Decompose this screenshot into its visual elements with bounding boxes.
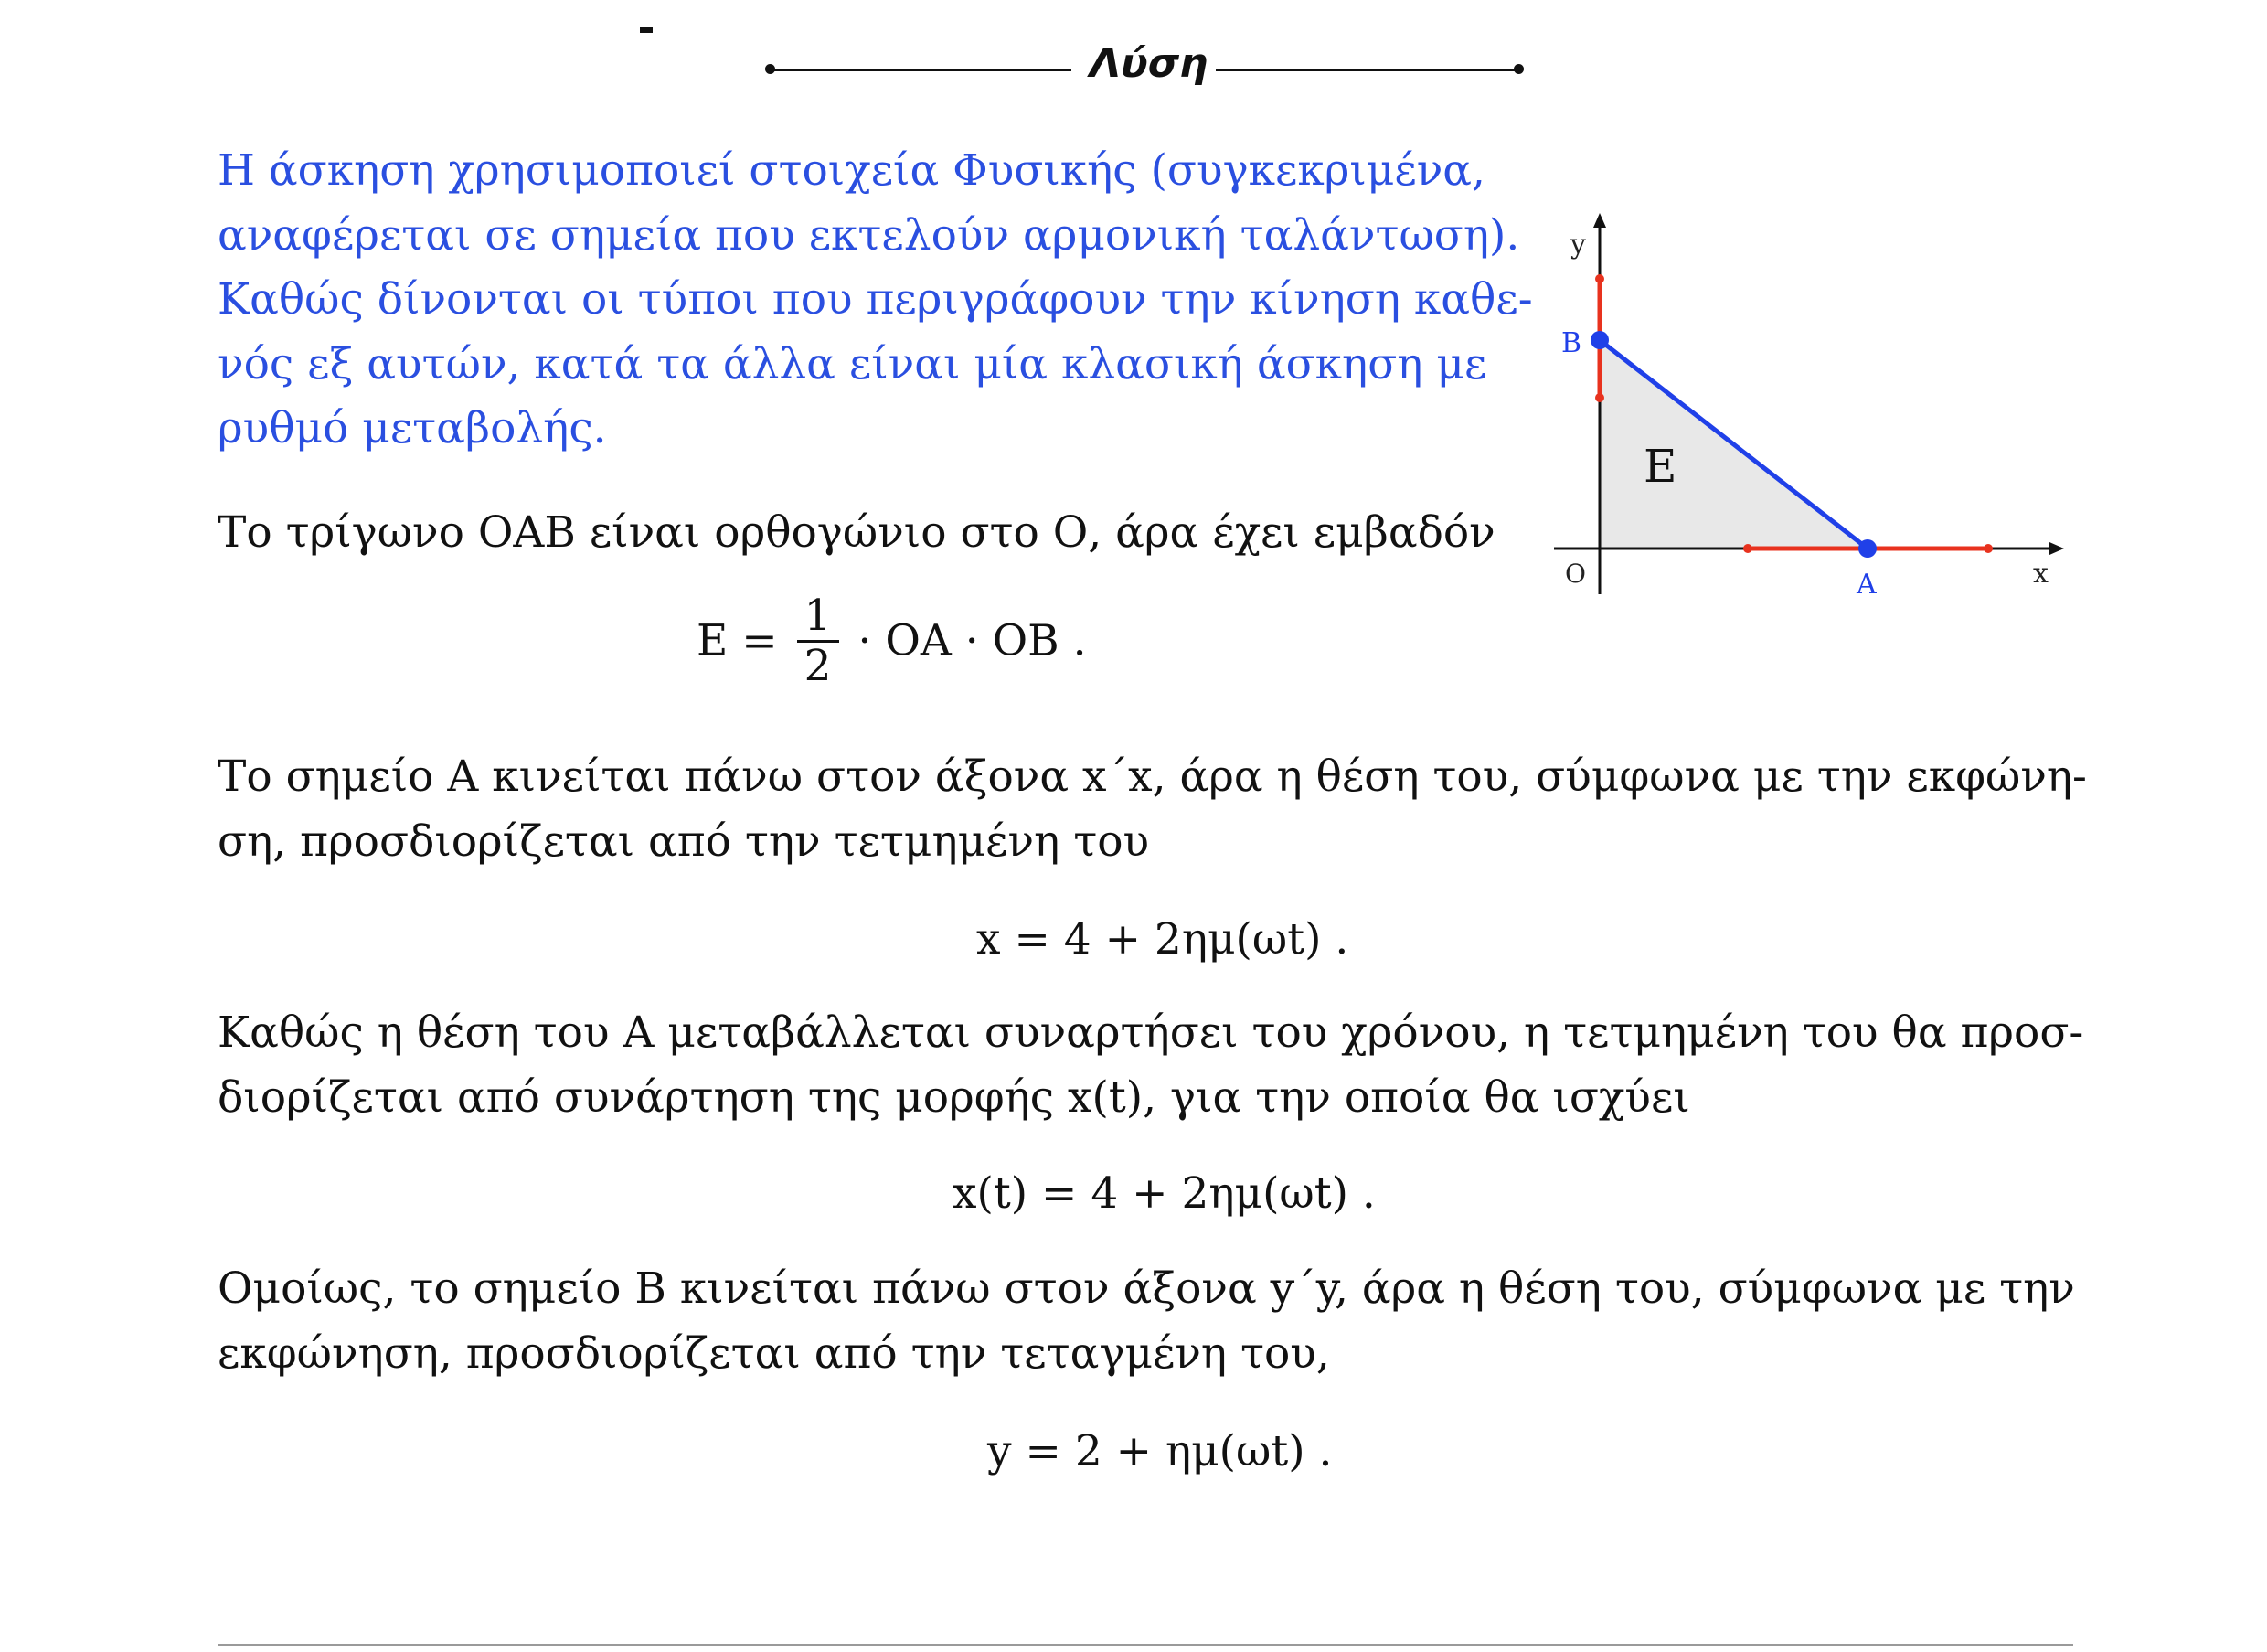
paragraph-line: εκφώνηση, προσδιορίζεται από την τεταγμένη του, [218, 1327, 1330, 1379]
heading-right-line [1216, 69, 1517, 71]
section-heading [0, 27, 2267, 110]
range-endpoint [1984, 544, 1993, 553]
intro-line: ρυθμό μεταβολής. [218, 403, 607, 453]
paragraph-triangle: Το τρίγωνο ΟΑΒ είναι ορθογώνιο στο Ο, άρα έχει εμβαδόν [218, 507, 1495, 558]
paragraph-line: Ομοίως, το σημείο Β κινείται πάνω στον άξονα y΄y, άρα η θέση του, σύμφωνα με την [218, 1263, 2075, 1314]
intro-note [218, 139, 1533, 462]
paragraph-point-b [218, 1257, 2075, 1386]
bottom-rule [218, 1644, 2073, 1646]
triangle-figure [1545, 206, 2075, 608]
paragraph-point-a [218, 745, 2087, 874]
equation-area-lhs: E = [697, 615, 778, 666]
label-x: x [2033, 558, 2049, 590]
point-b [1591, 331, 1609, 349]
intro-line: αναφέρεται σε σημεία που εκτελούν αρμονική ταλάντωση). [218, 209, 1520, 261]
intro-line: Καθώς δίνονται οι τύποι που περιγράφουν την κίνηση καθε- [218, 274, 1533, 325]
range-endpoint [1595, 393, 1604, 402]
heading-right-dot [1514, 64, 1524, 74]
equation-area-rhs: · ΟΑ · ΟΒ . [857, 615, 1087, 666]
fraction-denominator: 2 [804, 640, 832, 691]
point-a [1858, 539, 1877, 558]
paragraph-time [218, 1001, 2083, 1130]
range-endpoint [1595, 274, 1604, 283]
fraction-numerator: 1 [797, 592, 839, 643]
equation-y: y = 2 + ημ(ωt) . [987, 1426, 1333, 1476]
fraction-one-half [797, 592, 839, 689]
label-y: y [1570, 229, 1586, 261]
intro-line: νός εξ αυτών, κατά τα άλλα είναι μία κλασική άσκηση με [218, 338, 1487, 389]
label-o: O [1565, 559, 1586, 589]
intro-line: Η άσκηση χρησιμοποιεί στοιχεία Φυσικής (συγκεκριμένα, [218, 145, 1485, 196]
equation-xt: x(t) = 4 + 2ημ(ωt) . [953, 1168, 1376, 1219]
paragraph-line: διορίζεται από συνάρτηση της μορφής x(t), για την οποία θα ισχύει [218, 1071, 1690, 1123]
label-a: A [1857, 569, 1877, 601]
paragraph-line: Το σημείο Α κινείται πάνω στον άξονα x΄x, άρα η θέση του, σύμφωνα με την εκφώνη- [218, 751, 2087, 802]
label-b: B [1561, 327, 1582, 359]
equation-x: x = 4 + 2ημ(ωt) . [976, 914, 1349, 965]
range-endpoint [1743, 544, 1752, 553]
label-e: E [1644, 440, 1677, 493]
heading-title: Λύση [1090, 40, 1208, 87]
paragraph-line: ση, προσδιορίζεται από την τετμημένη του [218, 815, 1150, 867]
equation-area [697, 592, 1087, 689]
heading-left-line [770, 69, 1071, 71]
page-top-mark [640, 27, 653, 33]
paragraph-line: Καθώς η θέση του Α μεταβάλλεται συναρτήσει του χρόνου, η τετμημένη του θα προσ- [218, 1007, 2084, 1058]
